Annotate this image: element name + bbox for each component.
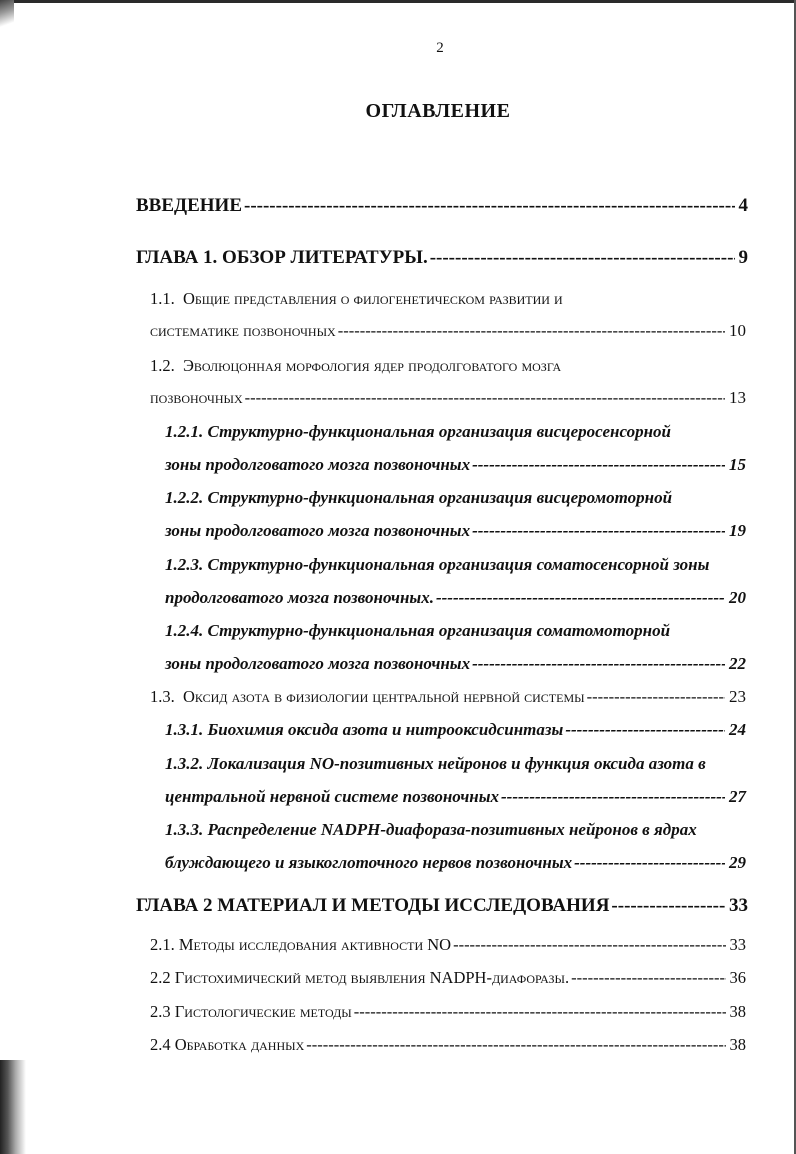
toc-leader: [472, 455, 725, 475]
toc-leader: [245, 388, 725, 408]
toc-entry-label: систематике позвоночных: [150, 321, 336, 340]
toc-entry-label: 1.2.2. Структурно-функциональная организация висцеромоторной: [165, 488, 673, 507]
toc-page-number: 33: [729, 935, 746, 954]
toc-entry-label: блуждающего и языкоглоточного нервов позвоночных: [165, 853, 573, 872]
toc-entry-label: Общие представления о филогенетическом развитии и: [183, 289, 563, 308]
toc-entry-label: 1.2.3. Структурно-функциональная организация соматосенсорной зоны: [165, 555, 710, 574]
toc-entry-1-2-1-line2[interactable]: [165, 455, 746, 475]
toc-entry-1-2-1-line1[interactable]: [165, 422, 671, 442]
toc-page-number: 29: [729, 853, 746, 872]
toc-leader: [501, 787, 725, 807]
toc-entry-2-2[interactable]: [150, 968, 746, 988]
toc-entry-label: зоны продолговатого мозга позвоночных: [165, 521, 471, 540]
toc-entry-2-4[interactable]: [150, 1035, 746, 1055]
toc-entry-label: 1.3.3. Распределение NADPH-диафораза-позитивных нейронов в ядрах: [165, 820, 697, 839]
toc-entry-label: центральной нервной системе позвоночных: [165, 787, 500, 806]
toc-entry-1-2-line2[interactable]: [150, 388, 746, 408]
toc-entry-label: зоны продолговатого мозга позвоночных: [165, 654, 471, 673]
toc-leader: [244, 195, 735, 217]
toc-entry-label: Оксид азота в физиологии центральной нервной системы: [183, 687, 585, 706]
toc-page-number: 13: [729, 388, 746, 407]
toc-leader: [472, 521, 725, 541]
scan-artifact-corner: [0, 0, 14, 34]
toc-section-number: 1.3.: [150, 687, 175, 706]
toc-entry-1-3-2-line1[interactable]: [165, 754, 706, 774]
toc-entry-chapter-2[interactable]: [136, 895, 748, 917]
toc-section-number: 1.1.: [150, 289, 175, 308]
toc-page-number: 23: [729, 687, 746, 706]
toc-entry-1-2-3-line2[interactable]: [165, 588, 746, 608]
toc-page-number: 9: [738, 247, 748, 268]
toc-leader: [587, 687, 725, 707]
toc-page-number: 4: [738, 195, 748, 216]
toc-entry-1-3-2-line2[interactable]: [165, 787, 746, 807]
toc-entry-label: ВВЕДЕНИЕ: [136, 195, 242, 216]
toc-page-number: 36: [729, 968, 746, 987]
toc-leader: [565, 720, 725, 740]
toc-entry-1-2-4-line1[interactable]: [165, 621, 670, 641]
toc-entry-1-2-3-line1[interactable]: [165, 555, 709, 575]
toc-entry-label: ГЛАВА 1. ОБЗОР ЛИТЕРАТУРЫ.: [136, 247, 428, 268]
toc-entry-label: 2.4 Обработка данных: [150, 1035, 305, 1054]
toc-leader: [453, 935, 725, 955]
toc-entry-label: 1.3.1. Биохимия оксида азота и нитрооксидсинтазы: [165, 720, 564, 739]
toc-entry-label: 2.2 Гистохимический метод выявления NADPH-диафоразы.: [150, 968, 570, 987]
toc-entry-label: ГЛАВА 2 МАТЕРИАЛ И МЕТОДЫ ИССЛЕДОВАНИЯ: [136, 895, 610, 916]
toc-entry-label: зоны продолговатого мозга позвоночных: [165, 455, 471, 474]
toc-entry-1-3-1[interactable]: [165, 720, 746, 740]
toc-leader: [611, 895, 725, 917]
toc-entry-label: 2.3 Гистологические методы: [150, 1002, 352, 1021]
toc-page-number: 33: [729, 895, 748, 916]
toc-page-number: 15: [729, 455, 746, 474]
toc-page-number: 10: [729, 321, 746, 340]
scan-border-top: [0, 0, 796, 3]
toc-entry-label: 1.2.4. Структурно-функциональная организация соматомоторной: [165, 621, 671, 640]
toc-leader: [436, 588, 725, 608]
toc-entry-label: 1.2.1. Структурно-функциональная организация висцеросенсорной: [165, 422, 671, 441]
toc-leader: [574, 853, 725, 873]
toc-entry-1-3-3-line2[interactable]: [165, 853, 746, 873]
toc-entry-1-2-4-line2[interactable]: [165, 654, 746, 674]
toc-page-number: 22: [729, 654, 746, 673]
toc-entry-1-2-line1[interactable]: [150, 356, 561, 376]
page-number: 2: [436, 40, 444, 56]
scan-artifact-edge: [0, 1060, 26, 1154]
toc-leader: [306, 1035, 725, 1055]
toc-section-number: 1.2.: [150, 356, 175, 375]
toc-page-number: 27: [729, 787, 746, 806]
toc-entry-label: позвоночных: [150, 388, 243, 407]
toc-entry-2-3[interactable]: [150, 1002, 746, 1022]
toc-page-number: 19: [729, 521, 746, 540]
toc-page-number: 20: [729, 588, 746, 607]
toc-leader: [354, 1002, 726, 1022]
toc-entry-1-3-3-line1[interactable]: [165, 820, 697, 840]
toc-entry-label: продолговатого мозга позвоночных.: [165, 588, 434, 607]
toc-page-number: 38: [729, 1035, 746, 1054]
toc-page-number: 38: [729, 1002, 746, 1021]
toc-entry-1-3[interactable]: [150, 687, 746, 707]
toc-entry-1-1-line1[interactable]: [150, 289, 563, 309]
toc-leader: [472, 654, 725, 674]
toc-entry-1-1-line2[interactable]: [150, 321, 746, 341]
toc-entry-chapter-1[interactable]: [136, 247, 748, 269]
toc-leader: [571, 968, 725, 988]
toc-entry-1-2-2-line1[interactable]: [165, 488, 672, 508]
toc-entry-intro[interactable]: [136, 195, 748, 217]
toc-leader: [338, 321, 725, 341]
toc-leader: [430, 247, 735, 269]
toc-entry-label: 2.1. Методы исследования активности NO: [150, 935, 452, 954]
toc-page-number: 24: [729, 720, 746, 739]
toc-entry-label: 1.3.2. Локализация NO-позитивных нейронов и функция оксида азота в: [165, 754, 706, 773]
toc-entry-1-2-2-line2[interactable]: [165, 521, 746, 541]
toc-entry-2-1[interactable]: [150, 935, 746, 955]
toc-entry-label: Эволюцонная морфология ядер продолговатого мозга: [183, 356, 562, 375]
toc-title: ОГЛАВЛЕНИЕ: [365, 100, 511, 122]
